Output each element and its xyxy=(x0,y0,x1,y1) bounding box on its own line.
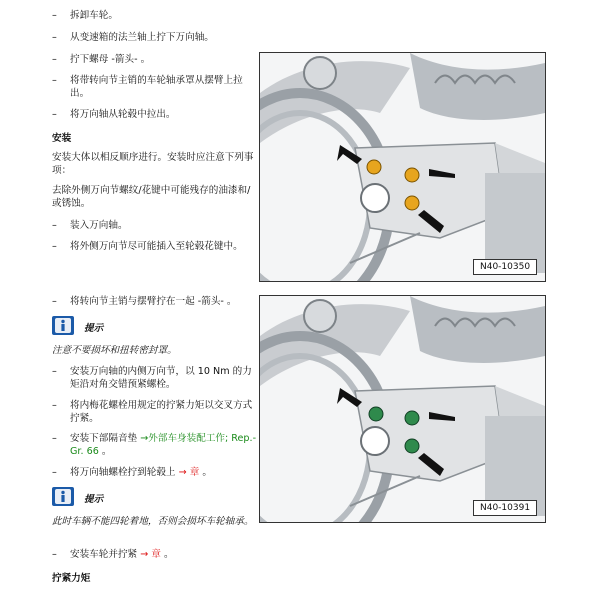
hint-text: 注意不要损坏和扭转密封罩。 xyxy=(52,345,177,356)
link-arrow[interactable]: → xyxy=(178,467,187,478)
step-text: 拆卸车轮。 xyxy=(70,10,118,21)
list-dash: – xyxy=(52,241,57,252)
install-intro: 安装大体以相反顺序进行。安装时应注意下列事项： xyxy=(52,152,254,176)
step-text-suffix: 。 xyxy=(160,549,174,560)
link-body-assembly[interactable]: 外部车身装配工作; Rep.-Gr. 66 xyxy=(70,433,257,457)
figure-label: N40-10391 xyxy=(473,500,537,516)
step-text: 将带转向节主销的车轮轴承罩从摆臂上拉出。 xyxy=(70,75,243,99)
install-heading: 安装 xyxy=(52,133,72,144)
nut-icon xyxy=(405,411,419,425)
step-text: 从变速箱的法兰轴上拧下万向轴。 xyxy=(70,32,214,43)
list-dash: – xyxy=(52,75,57,86)
install-note: 去除外侧万向节螺纹/花键中可能残存的油漆和/或锈蚀。 xyxy=(52,185,251,209)
step-text xyxy=(70,432,258,458)
arrow-icon xyxy=(429,169,455,178)
list-dash: – xyxy=(52,220,57,231)
step-text: 装入万向轴。 xyxy=(70,220,128,231)
list-dash: – xyxy=(52,467,57,478)
nut-markers xyxy=(260,53,545,281)
list-dash: – xyxy=(52,10,57,21)
figure-suspension-1 xyxy=(259,52,546,282)
link-chapter[interactable]: 章 xyxy=(189,467,200,478)
info-icon xyxy=(52,487,74,506)
step-text xyxy=(70,548,258,561)
hint-title: 提示 xyxy=(84,323,104,334)
nut-icon xyxy=(369,407,383,421)
link-chapter[interactable]: 章 xyxy=(151,549,161,560)
link-arrow[interactable]: → xyxy=(140,433,149,444)
step-text-suffix: 。 xyxy=(98,446,112,457)
figure-label: N40-10350 xyxy=(473,259,537,275)
step-text: 拧下螺母 -箭头- 。 xyxy=(70,54,151,65)
arrow-icon xyxy=(429,412,455,421)
step-text: 将万向轴从轮毂中拉出。 xyxy=(70,109,176,120)
figure-suspension-2 xyxy=(259,295,546,523)
step-text: 将外侧万向节尽可能插入至轮毂花键中。 xyxy=(70,241,243,252)
step-text: 将内梅花螺栓用规定的拧紧力矩以交叉方式拧紧。 xyxy=(70,400,253,424)
step-text: 安装万向轴的内侧万向节，以 10 Nm 的力矩沿对角交错预紧螺栓。 xyxy=(70,366,252,390)
step-text-prefix: 安装下部隔音垫 xyxy=(70,433,141,444)
arrow-icon xyxy=(418,453,444,476)
torque-heading: 拧紧力矩 xyxy=(52,573,91,584)
nut-icon xyxy=(405,439,419,453)
list-dash: – xyxy=(52,296,57,307)
nut-icon xyxy=(405,196,419,210)
step-text-prefix: 将万向轴螺栓拧到轮毂上 xyxy=(70,467,179,478)
hint-title: 提示 xyxy=(84,494,104,505)
step-text xyxy=(70,466,258,479)
list-dash: – xyxy=(52,433,57,444)
nut-icon xyxy=(367,160,381,174)
link-arrow[interactable]: → xyxy=(140,549,149,560)
list-dash: – xyxy=(52,400,57,411)
list-dash: – xyxy=(52,32,57,43)
arrow-icon xyxy=(337,145,362,164)
nut-markers xyxy=(260,296,545,522)
hint-text: 此时车辆不能四轮着地，否则会损坏车轮轴承。 xyxy=(52,516,254,527)
list-dash: – xyxy=(52,54,57,65)
list-dash: – xyxy=(52,549,57,560)
step-text: 将转向节主销与摆臂拧在一起 -箭头- 。 xyxy=(70,296,237,307)
info-icon xyxy=(52,316,74,335)
step-text-suffix: 。 xyxy=(199,467,212,478)
list-dash: – xyxy=(52,109,57,120)
list-dash: – xyxy=(52,366,57,377)
nut-icon xyxy=(405,168,419,182)
step-text-prefix: 安装车轮并拧紧 xyxy=(70,549,141,560)
arrow-icon xyxy=(418,210,444,233)
arrow-icon xyxy=(337,388,362,407)
